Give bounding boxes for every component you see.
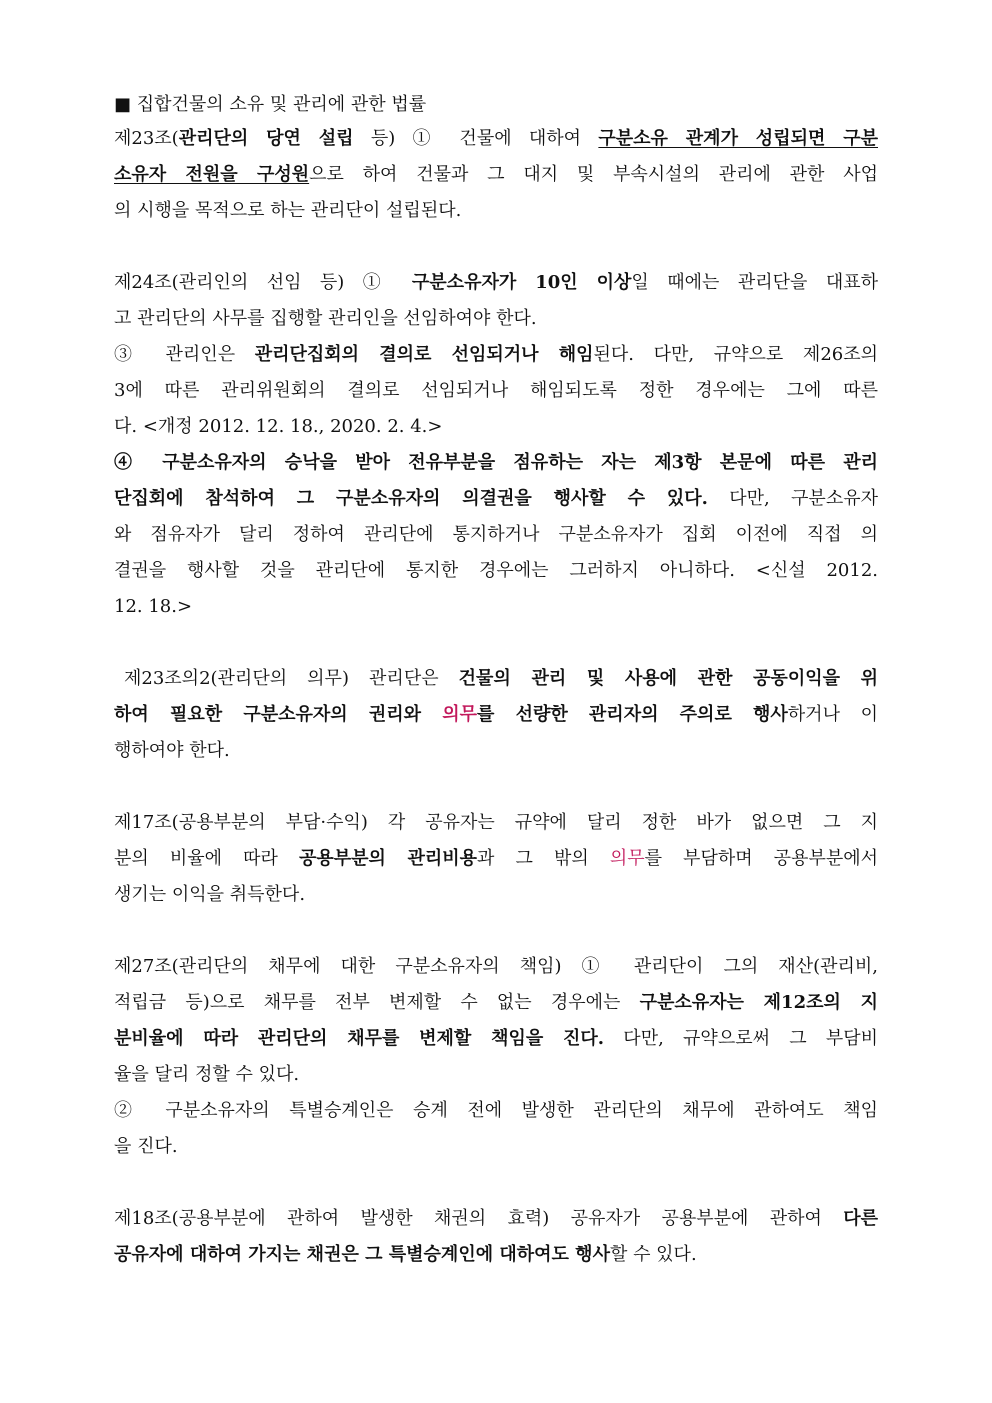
article-23-2-line-1: 제23조의2(관리단의 의무) 관리단은 건물의 관리 및 사용에 관한 공동이익을 위 bbox=[124, 668, 878, 689]
article-24-line-4: 3에 따른 관리위원회의 결의로 선임되거나 해임되도록 정한 경우에는 그에 따른 bbox=[114, 380, 878, 401]
article-18-line-1: 제18조(공용부분에 관하여 발생한 채권의 효력) 공유자가 공용부분에 관하여 다른 bbox=[114, 1208, 878, 1229]
article-23-line-2: 소유자 전원을 구성원으로 하여 건물과 그 대지 및 부속시설의 관리에 관한 사업 bbox=[114, 164, 878, 185]
article-27-line-4: 율을 달리 정할 수 있다. bbox=[114, 1064, 300, 1085]
article-24-line-2: 고 관리단의 사무를 집행할 관리인을 선임하여야 한다. bbox=[114, 308, 537, 329]
article-24-line-5: 다. <개정 2012. 12. 18., 2020. 2. 4.> bbox=[114, 416, 443, 437]
document-heading: ■ 집합건물의 소유 및 관리에 관한 법률 bbox=[114, 94, 427, 115]
article-27-line-1: 제27조(관리단의 채무에 대한 구분소유자의 책임) ① 관리단이 그의 재산(관리비, bbox=[114, 956, 878, 977]
article-17 bbox=[114, 810, 878, 918]
article-24-line-8: 와 점유자가 달리 정하여 관리단에 통지하거나 구분소유자가 집회 이전에 직접 의 bbox=[114, 524, 878, 545]
article-24-line-1: 제24조(관리인의 선임 등) ① 구분소유자가 10인 이상일 때에는 관리단을 대표하 bbox=[114, 272, 879, 293]
article-23-line-3: 의 시행을 목적으로 하는 관리단이 설립된다. bbox=[114, 200, 462, 221]
article-17-line-2: 분의 비율에 따라 공용부분의 관리비용과 그 밖의 의무를 부담하며 공용부분에서 bbox=[114, 848, 878, 869]
article-24-line-10: 12. 18.> bbox=[114, 596, 193, 617]
article-24-line-9: 결권을 행사할 것을 관리단에 통지한 경우에는 그러하지 아니하다. <신설 2012. bbox=[114, 560, 878, 581]
article-23-2 bbox=[114, 666, 878, 774]
article-27-line-3: 분비율에 따라 관리단의 채무를 변제할 책임을 진다. 다만, 규약으로써 그 부담비 bbox=[114, 1028, 878, 1049]
article-17-line-3: 생기는 이익을 취득한다. bbox=[114, 884, 306, 905]
article-17-line-1: 제17조(공용부분의 부담·수익) 각 공유자는 규약에 달리 정한 바가 없으면 그 지 bbox=[114, 812, 878, 833]
article-18 bbox=[114, 1206, 878, 1278]
article-23 bbox=[114, 126, 878, 234]
article-27-line-2: 적립금 등)으로 채무를 전부 변제할 수 없는 경우에는 구분소유자는 제12조의 지 bbox=[114, 992, 878, 1013]
article-23-2-line-2: 하여 필요한 구분소유자의 권리와 의무를 선량한 관리자의 주의로 행사하거나 이 bbox=[114, 704, 878, 725]
article-27-line-6: 을 진다. bbox=[114, 1136, 178, 1157]
article-23-line-1: 제23조(관리단의 당연 설립 등) ① 건물에 대하여 구분소유 관계가 성립되면 구분 bbox=[114, 128, 878, 149]
article-24 bbox=[114, 270, 878, 630]
article-27-line-5: ② 구분소유자의 특별승계인은 승계 전에 발생한 관리단의 채무에 관하여도 책임 bbox=[114, 1100, 878, 1121]
article-18-line-2: 공유자에 대하여 가지는 채권은 그 특별승계인에 대하여도 행사할 수 있다. bbox=[114, 1244, 697, 1265]
article-24-line-7: 단집회에 참석하여 그 구분소유자의 의결권을 행사할 수 있다. 다만, 구분소유자 bbox=[114, 488, 878, 509]
article-23-2-line-3: 행하여야 한다. bbox=[114, 740, 230, 761]
article-24-line-3: ③ 관리인은 관리단집회의 결의로 선임되거나 해임된다. 다만, 규약으로 제26조의 bbox=[114, 344, 878, 365]
article-27 bbox=[114, 954, 878, 1170]
article-24-line-6: ④ 구분소유자의 승낙을 받아 전유부분을 점유하는 자는 제3항 본문에 따른 관리 bbox=[114, 452, 878, 473]
